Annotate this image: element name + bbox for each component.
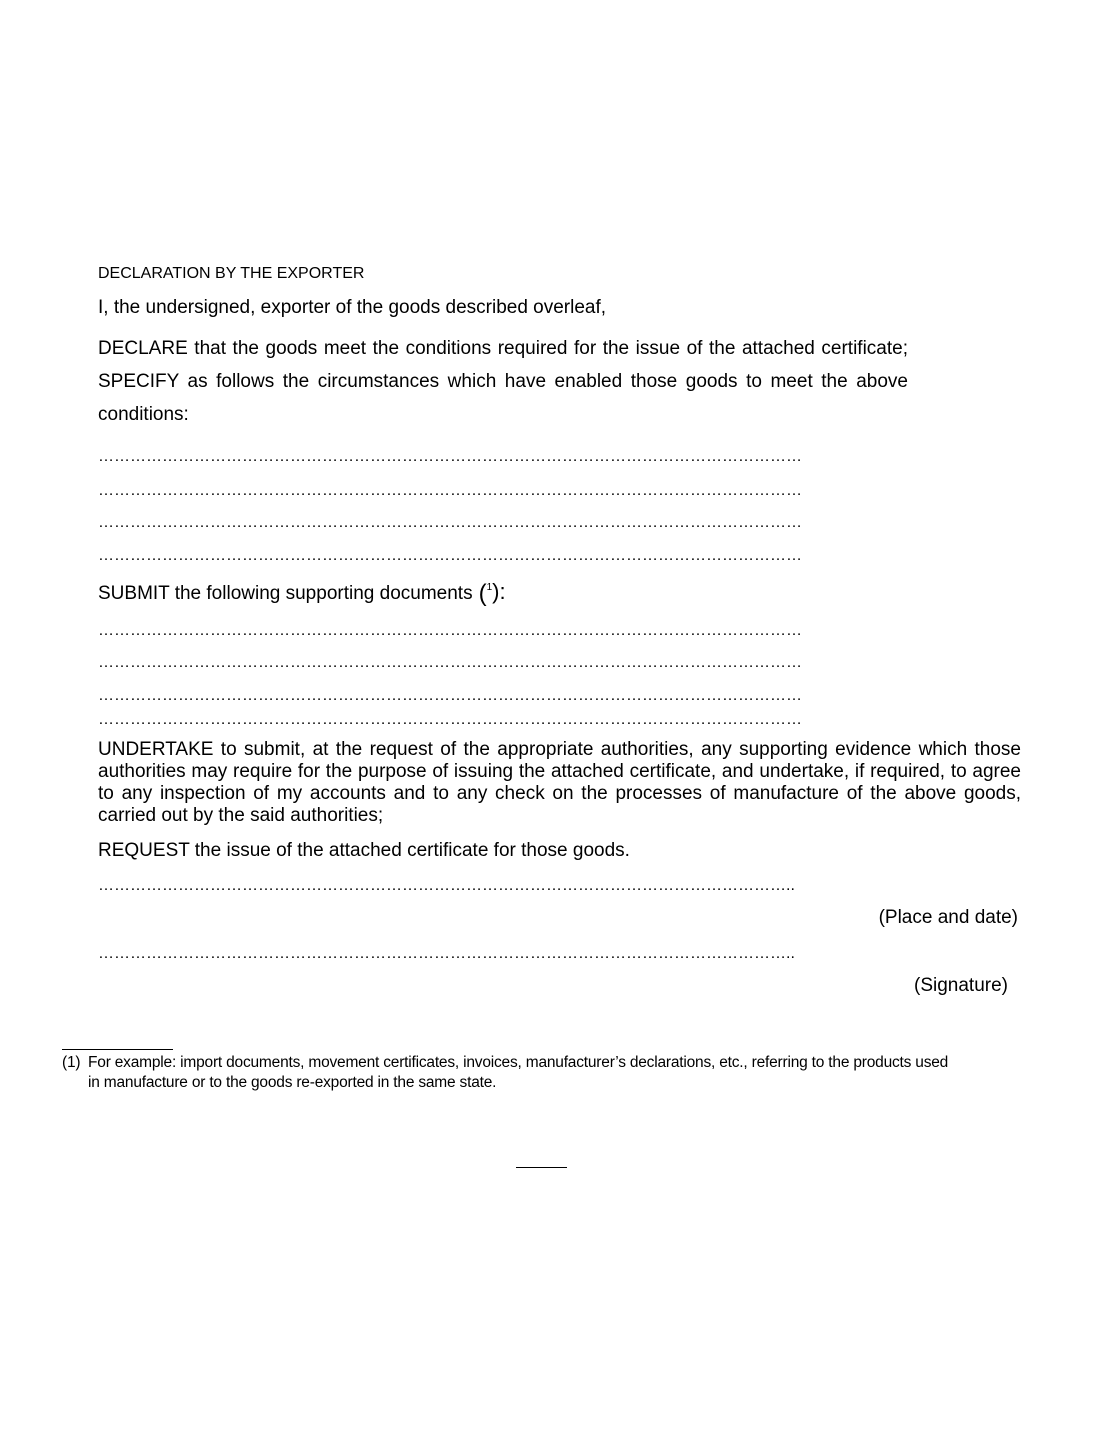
- intro-text: I, the undersigned, exporter of the goods described overleaf,: [98, 297, 607, 318]
- specify-dot-line-1[interactable]: ……………………………………………………………………………………………………………………: [98, 448, 802, 465]
- documents-dot-line-1[interactable]: ……………………………………………………………………………………………………………………: [98, 622, 802, 639]
- footnote-paren-close: ):: [492, 579, 506, 604]
- footnote-reference: 1: [486, 582, 493, 593]
- documents-dot-line-2[interactable]: ……………………………………………………………………………………………………………………: [98, 654, 802, 671]
- signature-line[interactable]: …………………………………………………………………………………………………………………..: [98, 945, 795, 962]
- place-date-label: (Place and date): [878, 907, 1018, 928]
- undertake-paragraph: UNDERTAKE to submit, at the request of the appropriate authorities, any supporting evidence which those authorities may require for the purpose of issuing the attached certificate, and undertake, if required, to agree to any inspection of my accounts and to any check on the processes of manufacture of the above goods, carried out by the said authorities;: [98, 739, 1021, 826]
- footnote-paren-open: (: [478, 580, 487, 607]
- specify-dot-line-4[interactable]: ……………………………………………………………………………………………………………………: [98, 547, 802, 564]
- footnote-text-line1: For example: import documents, movement certificates, invoices, manufacturer’s declarations, etc., referring to the products used: [88, 1054, 949, 1071]
- documents-dot-line-3[interactable]: ……………………………………………………………………………………………………………………: [98, 687, 802, 704]
- specify-dot-line-2[interactable]: ……………………………………………………………………………………………………………………: [98, 482, 802, 499]
- documents-dot-line-4[interactable]: ……………………………………………………………………………………………………………………: [98, 711, 802, 728]
- footnote-number: (1): [62, 1054, 81, 1071]
- page-end-rule: [516, 1167, 567, 1168]
- request-text: REQUEST the issue of the attached certificate for those goods.: [98, 840, 630, 861]
- submit-label: SUBMIT the following supporting documents: [98, 583, 473, 604]
- place-date-line[interactable]: …………………………………………………………………………………………………………………..: [98, 877, 795, 894]
- submit-documents-text: [98, 579, 506, 608]
- declaration-heading: DECLARATION BY THE EXPORTER: [98, 265, 365, 282]
- signature-label: (Signature): [914, 975, 1008, 996]
- declare-paragraph: DECLARE that the goods meet the conditions required for the issue of the attached certificate; SPECIFY as follows the circumstances which have enabled those goods to meet the above conditions:: [98, 338, 908, 425]
- footnote-text-line2: in manufacture or to the goods re-exported in the same state.: [88, 1074, 497, 1091]
- specify-dot-line-3[interactable]: ……………………………………………………………………………………………………………………: [98, 514, 802, 531]
- footnote-separator: [62, 1049, 173, 1050]
- footnote: [62, 1053, 1012, 1093]
